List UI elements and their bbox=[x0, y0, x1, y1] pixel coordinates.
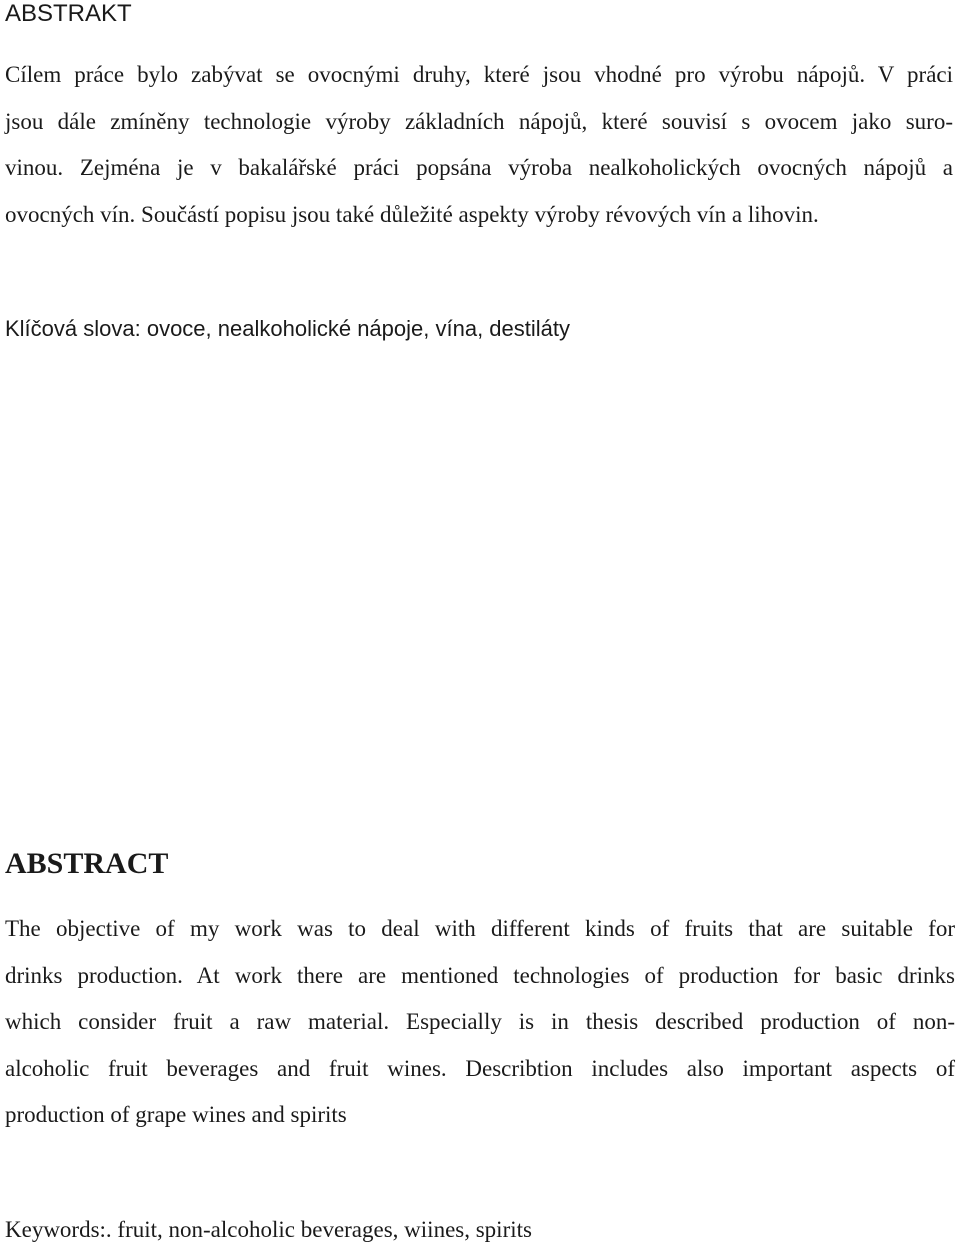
english-abstract-line: drinks production. At work there are mentioned technologies of production for basic drinks bbox=[5, 962, 955, 988]
czech-keywords: Klíčová slova: ovoce, nealkoholické nápoje, vína, destiláty bbox=[5, 316, 570, 341]
english-abstract-line: which consider fruit a raw material. Especially is in thesis described production of non- bbox=[5, 1009, 955, 1034]
english-abstract-line: The objective of my work was to deal with different kinds of fruits that are suitable for bbox=[5, 916, 955, 941]
english-abstract-heading: ABSTRACT bbox=[5, 847, 169, 880]
czech-abstract-line: vinou. Zejména je v bakalářské práci popsána výroba nealkoholických ovocných nápojů a bbox=[5, 155, 953, 180]
czech-abstract-paragraph bbox=[5, 52, 953, 238]
czech-abstract-line: ovocných vín. Součástí popisu jsou také důležité aspekty výroby révových vín a lihovin. bbox=[5, 201, 819, 227]
english-keywords: Keywords:. fruit, non-alcoholic beverages, wiines, spirits bbox=[5, 1217, 532, 1242]
czech-abstract-line: jsou dále zmíněny technologie výroby základních nápojů, které souvisí s ovocem jako suro- bbox=[5, 108, 953, 134]
english-abstract-line: alcoholic fruit beverages and fruit wines. Describtion includes also important aspects of bbox=[5, 1055, 955, 1081]
czech-abstract-heading: ABSTRAKT bbox=[5, 0, 132, 27]
english-abstract-line: production of grape wines and spirits bbox=[5, 1102, 347, 1127]
english-abstract-paragraph bbox=[5, 906, 955, 1139]
czech-abstract-line: Cílem práce bylo zabývat se ovocnými druhy, které jsou vhodné pro výrobu nápojů. V práci bbox=[5, 62, 953, 87]
